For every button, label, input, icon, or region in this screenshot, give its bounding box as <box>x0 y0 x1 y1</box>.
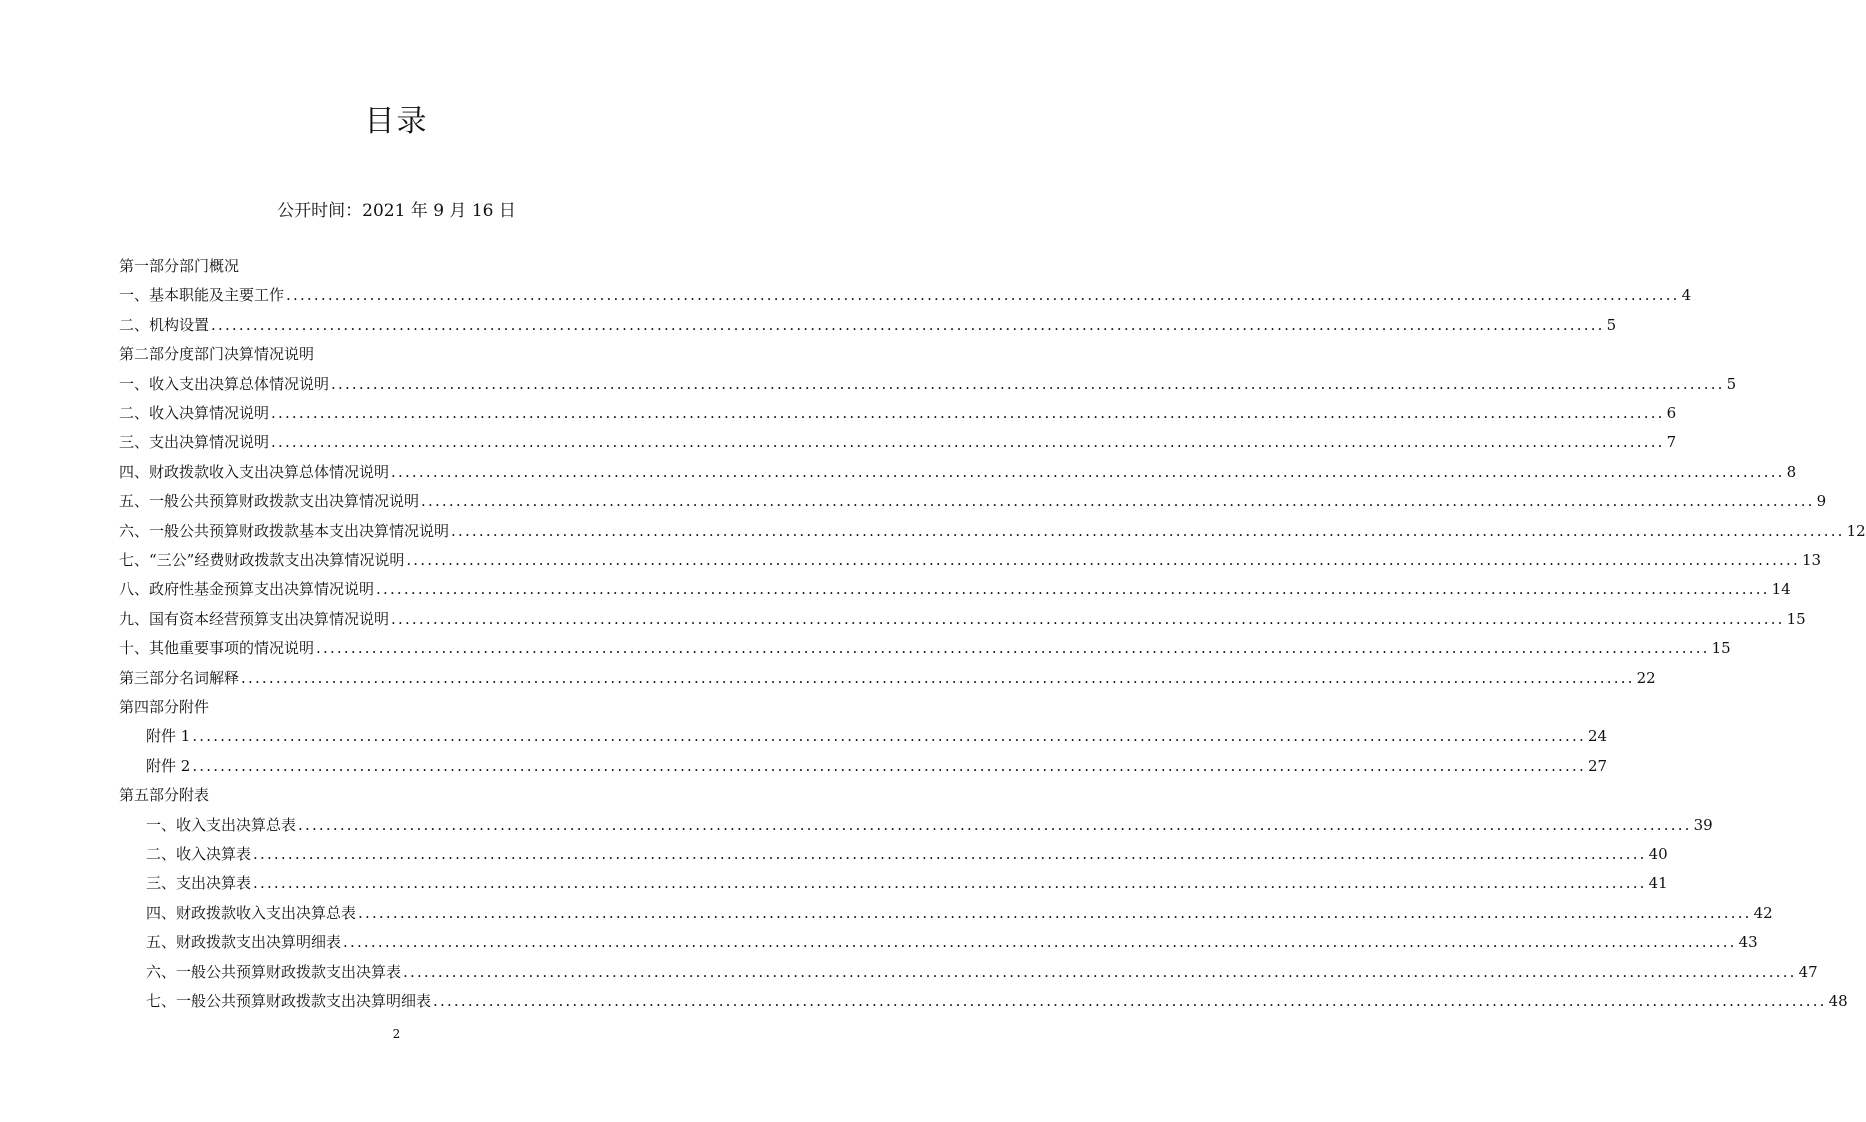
toc-section-heading <box>0 254 793 278</box>
toc-entry-line <box>119 607 1806 631</box>
toc-page-number: 12 <box>1846 521 1866 540</box>
toc-entry <box>0 871 1668 895</box>
toc-page-number: 40 <box>1648 845 1668 863</box>
toc-entry-label: 二、机构设置 <box>119 315 210 334</box>
toc-entry-line <box>146 754 1608 778</box>
toc-dot-leader: ........................................................................................................................................................................................................ <box>406 551 1800 569</box>
toc-entry-label: 六、一般公共预算财政拨款支出决算表 <box>146 962 402 981</box>
toc-entry-label: 附件 1 <box>146 727 191 746</box>
toc-entry-label: 第二部分度部门决算情况说明 <box>119 345 315 364</box>
toc-entry-line <box>119 401 1677 425</box>
toc-page-number: 8 <box>1786 462 1797 481</box>
toc-entry-line <box>119 577 1791 601</box>
toc-dot-leader: ........................................................................................................................................................................................................ <box>343 933 1737 952</box>
toc-dot-leader: ........................................................................................................................................................................................................ <box>451 521 1845 540</box>
toc-entry-line <box>119 695 209 719</box>
toc-entry <box>0 460 1797 484</box>
toc-entry-label: 一、基本职能及主要工作 <box>119 286 285 305</box>
toc-entry-line <box>146 901 1773 925</box>
toc-entry <box>0 548 1822 572</box>
toc-entry-label: 八、政府性基金预算支出决算情况说明 <box>119 580 375 599</box>
toc-entry-label: 七、“三公”经费财政拨款支出决算情况说明 <box>119 551 405 569</box>
toc-page-number: 43 <box>1738 933 1758 952</box>
toc-section-heading <box>0 783 793 807</box>
toc-entry-line <box>119 548 1822 572</box>
toc-page-number: 15 <box>1711 639 1731 658</box>
toc-dot-leader: ........................................................................................................................................................................................................ <box>253 845 1647 863</box>
toc-page-number: 24 <box>1587 727 1608 746</box>
document-title: 目录 <box>364 104 429 139</box>
toc-dot-leader: ........................................................................................................................................................................................................ <box>391 462 1785 481</box>
toc-dot-leader: ........................................................................................................................................................................................................ <box>331 374 1725 393</box>
toc-page-number: 13 <box>1801 551 1822 569</box>
toc-page-number: 6 <box>1666 404 1677 422</box>
toc-dot-leader: ........................................................................................................................................................................................................ <box>376 580 1770 599</box>
toc-entry-line <box>119 254 239 278</box>
toc-entry-label: 五、一般公共预算财政拨款支出决算情况说明 <box>119 492 420 511</box>
toc-entry-label: 一、收入支出决算总表 <box>146 815 297 834</box>
toc-entry <box>0 401 1677 425</box>
toc-entry-label: 三、支出决算表 <box>146 874 252 893</box>
toc-entry-label: 一、收入支出决算总体情况说明 <box>119 374 330 393</box>
toc-entry <box>0 430 1677 454</box>
toc-page-number: 14 <box>1771 580 1791 599</box>
toc-entry-label: 九、国有资本经营预算支出决算情况说明 <box>119 609 390 628</box>
toc-entry-label: 第一部分部门概况 <box>119 257 240 275</box>
toc-entry-label: 十、其他重要事项的情况说明 <box>119 639 315 658</box>
toc-entry-line <box>146 930 1758 954</box>
publish-date: 公开时间：2021 年 9 月 16 日 <box>277 201 516 221</box>
toc-entry-line <box>119 342 314 366</box>
toc-dot-leader: ........................................................................................................................................................................................................ <box>192 727 1586 746</box>
toc-page-number: 41 <box>1648 874 1668 893</box>
toc-dot-leader: ........................................................................................................................................................................................................ <box>271 404 1665 422</box>
toc-page-number: 4 <box>1681 286 1692 305</box>
toc-entry <box>0 754 1608 778</box>
toc-dot-leader: ........................................................................................................................................................................................................ <box>192 756 1586 775</box>
toc-entry <box>0 960 1818 984</box>
toc-page-number: 9 <box>1816 492 1827 511</box>
toc-page-number: 48 <box>1828 992 1848 1010</box>
toc-entry-label: 四、财政拨款收入支出决算总表 <box>146 903 357 922</box>
toc-entry <box>0 724 1608 748</box>
toc-entry <box>0 489 1827 513</box>
toc-entry-label: 第五部分附表 <box>119 786 210 805</box>
toc-entry-label: 七、一般公共预算财政拨款支出决算明细表 <box>146 992 432 1010</box>
toc-entry-line <box>119 460 1797 484</box>
toc-page-number: 27 <box>1587 756 1608 775</box>
toc-dot-leader: ........................................................................................................................................................................................................ <box>271 433 1665 452</box>
toc-dot-leader: ........................................................................................................................................................................................................ <box>421 492 1815 511</box>
toc-dot-leader: ........................................................................................................................................................................................................ <box>298 815 1692 834</box>
toc-entry <box>0 666 1656 690</box>
toc-entry <box>0 607 1806 631</box>
toc-entry <box>0 577 1791 601</box>
toc-dot-leader: ........................................................................................................................................................................................................ <box>358 903 1752 922</box>
toc-page-number: 22 <box>1636 668 1656 687</box>
toc-dot-leader: ........................................................................................................................................................................................................ <box>241 668 1635 687</box>
toc-dot-leader: ........................................................................................................................................................................................................ <box>391 609 1785 628</box>
toc-dot-leader: ........................................................................................................................................................................................................ <box>403 962 1797 981</box>
toc-entry-line <box>119 313 1617 337</box>
toc-entry-line <box>119 489 1827 513</box>
toc-entry-line <box>146 960 1818 984</box>
toc-dot-leader: ........................................................................................................................................................................................................ <box>316 639 1710 658</box>
toc-entry-line <box>146 989 1848 1013</box>
page-number: 2 <box>392 1027 401 1041</box>
toc-entry-label: 六、一般公共预算财政拨款基本支出决算情况说明 <box>119 521 450 540</box>
toc-page-number: 7 <box>1666 433 1677 452</box>
toc-entry-label: 三、支出决算情况说明 <box>119 433 270 452</box>
toc-entry <box>0 842 1668 866</box>
toc-page-number: 15 <box>1786 609 1806 628</box>
toc-dot-leader: ........................................................................................................................................................................................................ <box>286 286 1680 305</box>
toc-entry <box>0 372 1737 396</box>
toc-entry <box>0 813 1713 837</box>
toc-entry-line <box>146 842 1668 866</box>
toc-dot-leader: ........................................................................................................................................................................................................ <box>253 874 1647 893</box>
toc-entry <box>0 519 1866 543</box>
toc-page-number: 5 <box>1606 315 1617 334</box>
toc-entry-label: 四、财政拨款收入支出决算总体情况说明 <box>119 462 390 481</box>
toc-entry <box>0 989 1848 1013</box>
toc-page-number: 47 <box>1798 962 1818 981</box>
toc-dot-leader: ........................................................................................................................................................................................................ <box>433 992 1827 1010</box>
toc-entry <box>0 930 1758 954</box>
toc-entry-line <box>119 283 1692 307</box>
toc-entry <box>0 283 1692 307</box>
toc-entry-label: 二、收入决算表 <box>146 845 252 863</box>
toc-entry-line <box>119 372 1737 396</box>
toc-entry-label: 第三部分名词解释 <box>119 668 240 687</box>
toc-entry-line <box>119 666 1656 690</box>
toc-entry <box>0 313 1617 337</box>
toc-entry-label: 第四部分附件 <box>119 698 210 716</box>
toc-section-heading <box>0 695 793 719</box>
toc-entry-line <box>119 519 1866 543</box>
toc-entry <box>0 901 1773 925</box>
toc-section-heading <box>0 342 793 366</box>
toc-entry-label: 五、财政拨款支出决算明细表 <box>146 933 342 952</box>
toc-page-number: 39 <box>1693 815 1713 834</box>
toc-entry-line <box>146 813 1713 837</box>
toc-entry-line <box>146 871 1668 895</box>
toc-entry <box>0 636 1731 660</box>
toc-entry-label: 二、收入决算情况说明 <box>119 404 270 422</box>
toc-dot-leader: ........................................................................................................................................................................................................ <box>211 315 1605 334</box>
toc-page-number: 5 <box>1726 374 1737 393</box>
toc-entry-line <box>119 636 1731 660</box>
toc-entry-line <box>119 783 209 807</box>
toc-entry-line <box>119 430 1677 454</box>
toc-entry-label: 附件 2 <box>146 756 191 775</box>
toc-page-number: 42 <box>1753 903 1773 922</box>
toc-entry-line <box>146 724 1608 748</box>
